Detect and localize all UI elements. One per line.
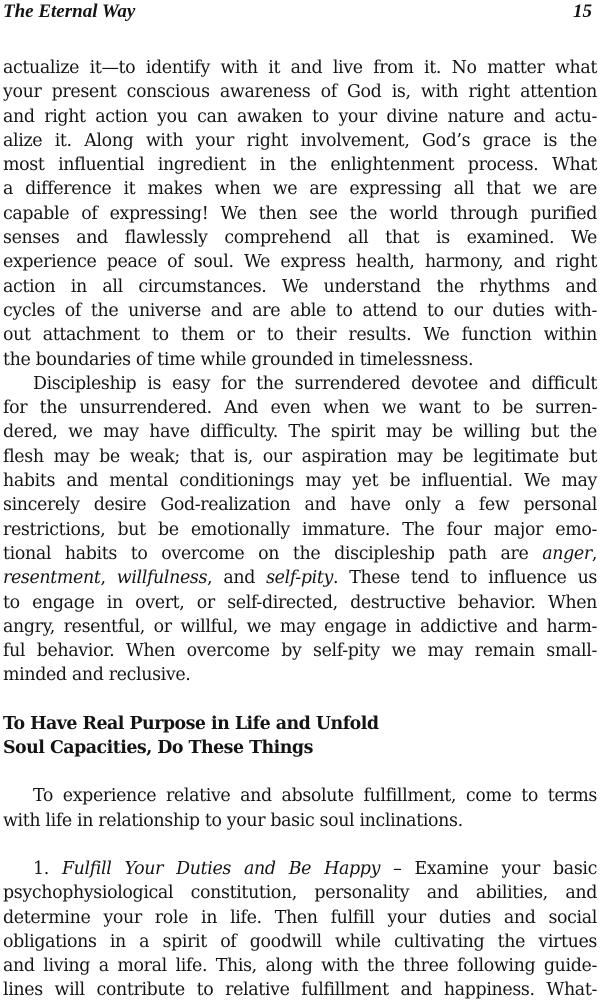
- text-line: out attachment to them or to their results. We function within: [3, 325, 597, 346]
- text-line: cycles of the universe and are able to attend to our duties with-: [3, 300, 597, 321]
- text-line: to engage in overt, or self-directed, destructive behavior. When: [3, 592, 597, 613]
- text-line: alize it. Along with your right involvement, God’s grace is the: [3, 130, 597, 151]
- item-number: 1.: [33, 858, 62, 879]
- text-line: capable of expressing! We then see the world through purified: [3, 203, 597, 224]
- text-line: most influential ingredient in the enlightenment process. What: [3, 155, 597, 176]
- paragraph-2: [3, 372, 597, 688]
- emphasis-self-pity: self-pity: [266, 568, 333, 589]
- text-line: angry, resentful, or willful, we may engage in addictive and harm-: [3, 616, 597, 637]
- text-run: . These tend to influence us: [332, 568, 597, 589]
- section-heading: [3, 712, 597, 761]
- spacer: [3, 688, 597, 712]
- text-line: your present conscious awareness of God is, with right attention: [3, 82, 597, 103]
- intro-paragraph: [3, 784, 597, 833]
- text-run: – Examine your basic: [380, 858, 597, 879]
- text-line: flesh may be weak; that is, our aspiration may be legitimate but: [3, 446, 597, 467]
- body-text: [3, 56, 597, 1003]
- list-item-1: [3, 857, 597, 1003]
- page-number: 15: [573, 1, 592, 22]
- text-line: lines will contribute to relative fulfillment and happiness. What-: [3, 980, 597, 1001]
- item-title: Fulfill Your Duties and Be Happy: [61, 858, 381, 879]
- text-line: action in all circumstances. We understand the rhythms and: [3, 276, 597, 297]
- text-line: determine your role in life. Then fulfill your duties and social: [3, 907, 597, 928]
- text-line: dered, we may have difficulty. The spirit may be willing but the: [3, 422, 597, 443]
- text-line: habits and mental conditionings may yet be influential. We may: [3, 471, 597, 492]
- text-run: tional habits to overcome on the discipleship path are: [3, 543, 543, 564]
- emphasis-anger: anger: [542, 543, 592, 564]
- text-line: senses and flawlessly comprehend all that is examined. We: [3, 228, 597, 249]
- emphasis-resentment: resentment: [3, 568, 101, 589]
- text-run: ,: [591, 543, 597, 564]
- text-line: for the unsurrendered. And even when we want to be surren-: [3, 398, 597, 419]
- text-line: Discipleship is easy for the surrendered devotee and difficult: [33, 373, 597, 394]
- book-title: The Eternal Way: [3, 1, 136, 22]
- text-line: obligations in a spirit of goodwill while cultivating the virtues: [3, 931, 597, 952]
- text-line: with life in relationship to your basic soul inclinations.: [3, 810, 463, 831]
- text-line: the boundaries of time while grounded in timelessness.: [3, 349, 474, 370]
- text-line: minded and reclusive.: [3, 665, 191, 686]
- text-line: ful behavior. When overcome by self-pity we may remain small-: [3, 641, 597, 662]
- text-line: and right action you can awaken to your divine nature and actu-: [3, 106, 597, 127]
- spacer: [3, 833, 597, 857]
- running-head: [3, 0, 592, 26]
- text-line: a difference it makes when we are expressing all that we are: [3, 179, 597, 200]
- text-run: ,: [100, 568, 117, 589]
- text-line-with-emphasis: [3, 542, 597, 566]
- heading-line: To Have Real Purpose in Life and Unfold: [3, 713, 379, 734]
- text-line: experience peace of soul. We express health, harmony, and right: [3, 252, 597, 273]
- paragraph-1: [3, 56, 597, 372]
- text-line: restrictions, but be emotionally immature. The four major emo-: [3, 519, 597, 540]
- text-line: To experience relative and absolute fulfillment, come to terms: [33, 786, 597, 807]
- text-run: , and: [207, 568, 267, 589]
- text-line-with-emphasis: [3, 566, 597, 590]
- spacer: [3, 760, 597, 784]
- text-line: psychophysiological constitution, personality and abilities, and: [3, 883, 597, 904]
- emphasis-willfulness: willfulness: [116, 568, 208, 589]
- text-line-with-emphasis: [3, 857, 597, 881]
- text-line: actualize it—to identify with it and live from it. No matter what: [3, 58, 597, 78]
- text-line: and living a moral life. This, along with the three following guide-: [3, 956, 597, 977]
- heading-line: Soul Capacities, Do These Things: [3, 738, 313, 759]
- text-line: sincerely desire God-realization and have only a few personal: [3, 495, 597, 516]
